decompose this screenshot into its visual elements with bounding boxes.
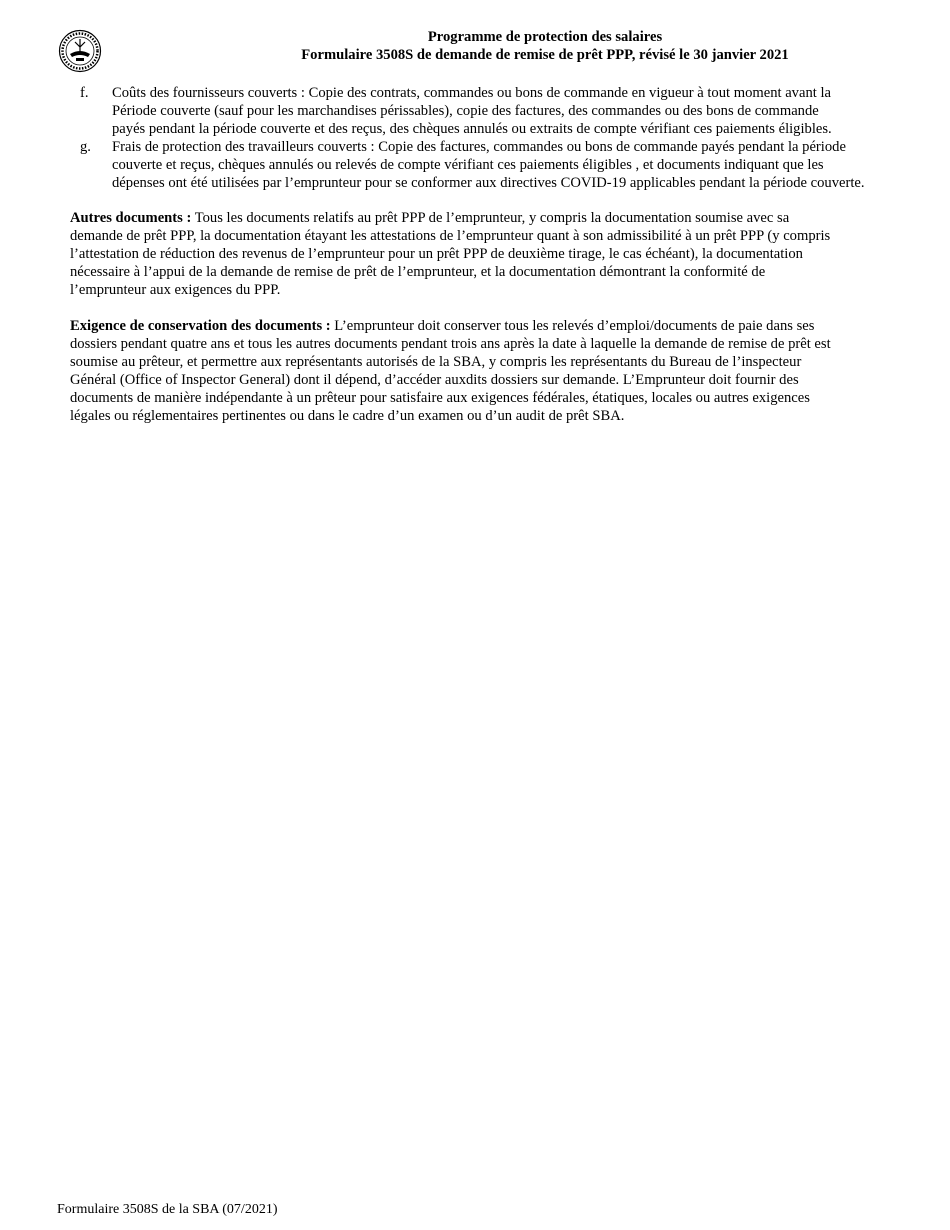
paragraph-label: Exigence de conservation des documents : xyxy=(70,318,331,334)
list-item-g xyxy=(80,138,920,192)
text-line: Frais de protection des travailleurs couverts : Copie des factures, commandes ou bons de commande payés pendant la période xyxy=(112,139,846,155)
paragraph-label: Autres documents : xyxy=(70,210,192,226)
document-title xyxy=(0,28,950,64)
text-line: légales ou réglementaires pertinentes ou dans le cadre d’un examen ou d’un audit de prêt SBA. xyxy=(70,408,625,424)
text-line: payés pendant la période couverte et des reçus, des chèques annulés ou extraits de compte vérifiant ces paiements éligibles. xyxy=(112,121,832,137)
text-line: dossiers pendant quatre ans et tous les autres documents pendant trois ans après la date à laquelle la demande de remise de prêt est xyxy=(70,336,831,352)
exigence-conservation-paragraph xyxy=(70,317,920,425)
text-line: couverte et reçus, chèques annulés ou relevés de compte vérifiant ces paiements éligibles , et documents indiquant que les xyxy=(112,157,824,173)
list-marker: g. xyxy=(80,139,91,155)
text-line: Tous les documents relatifs au prêt PPP de l’emprunteur, y compris la documentation soumise avec sa xyxy=(191,210,790,226)
title-line-1: Programme de protection des salaires xyxy=(427,29,663,45)
text-line: demande de prêt PPP, la documentation étayant les attestations de l’emprunteur quant à son admissibilité à un prêt PPP (y compris xyxy=(70,228,831,244)
text-line: dépenses ont été utilisées par l’emprunteur pour se conformer aux directives COVID-19 applicables pendant la période couverte. xyxy=(112,175,865,191)
autres-documents-paragraph xyxy=(70,209,920,299)
text-line: Coûts des fournisseurs couverts : Copie des contrats, commandes ou bons de commande en vigueur à tout moment avant la xyxy=(112,85,831,101)
title-line-2: Formulaire 3508S de demande de remise de prêt PPP, révisé le 30 janvier 2021 xyxy=(301,47,789,63)
text-line: l’emprunteur aux exigences du PPP. xyxy=(70,282,281,298)
text-line: L’emprunteur doit conserver tous les relevés d’emploi/documents de paie dans ses xyxy=(330,318,815,334)
text-line: soumise au prêteur, et permettre aux représentants autorisés de la SBA, y compris les représentants du Bureau de l’inspecteur xyxy=(70,354,802,370)
text-line: documents de manière indépendante à un prêteur pour satisfaire aux exigences fédérales, étatiques, locales ou autres exigences xyxy=(70,390,810,406)
page-footer: Formulaire 3508S de la SBA (07/2021) xyxy=(57,1202,278,1217)
text-line: Période couverte (sauf pour les marchandises périssables), copie des factures, des commandes ou des bons de commande xyxy=(112,103,819,119)
list-item-f xyxy=(80,84,920,138)
list-marker: f. xyxy=(80,85,89,101)
text-line: nécessaire à l’appui de la demande de remise de prêt de l’emprunteur, et la documentation démontrant la conformité de xyxy=(70,264,766,280)
text-line: l’attestation de réduction des revenus de l’emprunteur pour un prêt PPP de deuxième tirage, le cas échéant), la documentation xyxy=(70,246,803,262)
text-line: Général (Office of Inspector General) dont il dépend, d’accéder auxdits dossiers sur demande. L’Emprunteur doit fournir des xyxy=(70,372,799,388)
document-list xyxy=(80,84,920,192)
